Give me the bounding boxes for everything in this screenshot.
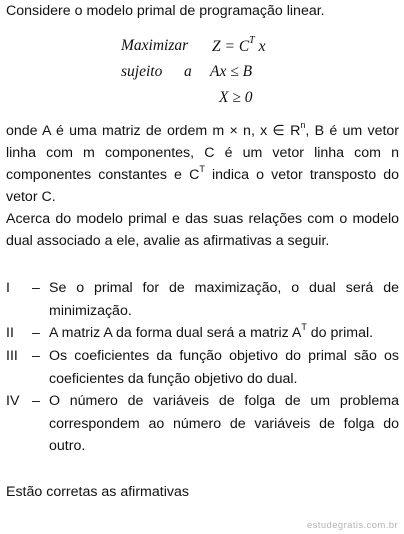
nonnegativity-expression: X ≥ 0: [219, 89, 253, 106]
statement-number: III: [6, 348, 18, 364]
objective-expression: $Z = C^T$ x: [212, 35, 266, 56]
statement-dash: –: [32, 348, 40, 364]
statement-i: [6, 277, 399, 322]
statement-iv: [6, 390, 399, 458]
statement-text: Se o primal for de maximização, o dual será de minimização.: [49, 280, 399, 319]
statement-number: I: [6, 280, 10, 296]
constraint-expression: Ax ≤ B: [210, 63, 253, 80]
intro-text: Considere o modelo primal de programação linear.: [6, 3, 325, 19]
constraint-keyword-1: sujeito: [121, 63, 163, 80]
statement-number: II: [6, 325, 14, 341]
statement-text: Os coeficientes da função objetivo do primal são os coeficientes da função objetivo do dual.: [49, 348, 399, 387]
question-paragraph: Acerca do modelo primal e das suas relações com o modelo dual associado a ele, avalie as afirmativas a seguir.: [6, 211, 399, 249]
constraint-keyword-2: a: [184, 63, 192, 80]
statement-text: A matriz A da forma dual será a matriz $A^T$ do primal.: [49, 322, 374, 341]
statement-dash: –: [32, 393, 40, 409]
objective-keyword: Maximizar: [121, 37, 189, 54]
statement-number: IV: [6, 393, 20, 409]
footer-prompt: Estão corretas as afirmativas: [6, 484, 189, 500]
statement-dash: –: [32, 325, 40, 341]
statement-dash: –: [32, 280, 40, 296]
statement-iii: [6, 345, 399, 390]
watermark: estudegratis.com.br: [306, 520, 398, 531]
definition-paragraph: onde A é uma matriz de ordem m × n, x ∈ $R^n$, B é um vetor linha com m componentes, C é um vetor linha com n componentes constantes e $C^T$ indica o vetor transposto do vetor C.: [6, 120, 400, 205]
statement-ii: [6, 322, 399, 345]
statement-text: O número de variáveis de folga de um problema correspondem ao número de variáveis de folga do outro.: [49, 393, 399, 454]
